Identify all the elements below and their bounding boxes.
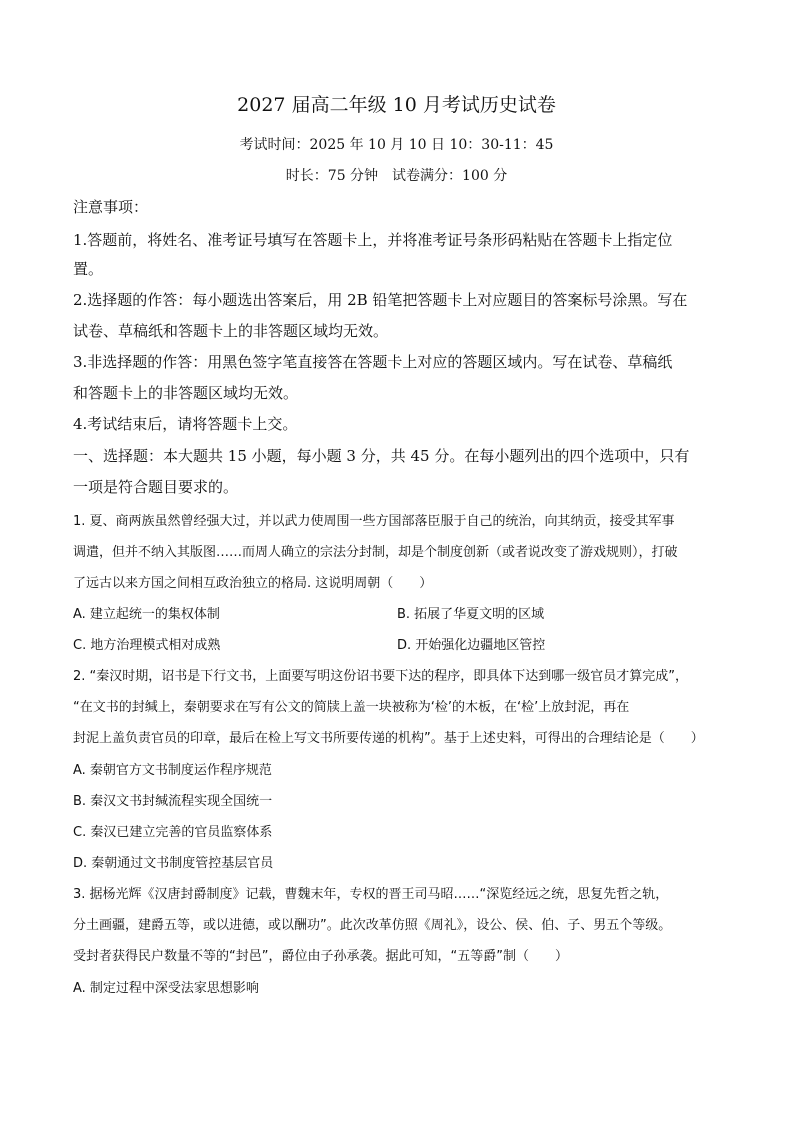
notes-heading: 注意事项： [73,198,149,216]
note-line: 2.选择题的作答：每小题选出答案后，用 2B 铅笔把答题卡上对应题目的答案标号涂黑。写在 [73,291,688,309]
q3-stem-line: 3. 据杨光辉《汉唐封爵制度》记载，曹魏末年，专权的晋王司马昭……“深览经远之统，思复先哲之轨， [73,887,669,902]
q3-stem-line: 受封者获得民户数量不等的“封邑”，爵位由子孙承袭。据此可知，“五等爵”制（ ） [73,949,568,964]
q1-option-a: A. 建立起统一的集权体制 [73,607,220,622]
note-line: 置。 [73,260,104,278]
q1-option-c: C. 地方治理模式相对成熟 [73,638,221,653]
note-line: 4.考试结束后，请将答题卡上交。 [73,415,298,433]
q1-stem-line: 了远古以来方国之间相互政治独立的格局. 这说明周朝（ ） [73,576,433,591]
q2-option-c: C. 秦汉已建立完善的官员监察体系 [73,825,273,840]
exam-time: 考试时间：2025 年 10 月 10 日 10：30-11：45 [239,137,554,153]
q2-stem-line: 2. “秦汉时期，诏书是下行文书，上面要写明这份诏书要下达的程序，即具体下达到哪一级官员才算完成”， [73,669,689,684]
q1-stem-line: 调遣，但并不纳入其版图……而周人确立的宗法分封制，却是个制度创新（或者说改变了游戏规则），打破 [73,545,678,560]
q3-option-a: A. 制定过程中深受法家思想影响 [73,981,259,996]
q1-option-b: B. 拓展了华夏文明的区域 [397,607,545,622]
q2-option-b: B. 秦汉文书封缄流程实现全国统一 [73,794,273,809]
q2-stem-line: “在文书的封缄上，秦朝要求在写有公文的简牍上盖一块被称为‘检’的木板，在‘检’上放封泥，再在 [73,700,630,715]
exam-title: 2027 届高二年级 10 月考试历史试卷 [237,94,556,116]
q2-stem-line: 封泥上盖负责官员的印章，最后在检上写文书所要传递的机构”。基于上述史料，可得出的合理结论是（ ） [73,731,704,746]
q1-stem-line: 1. 夏、商两族虽然曾经强大过，并以武力使周围一些方国部落臣服于自己的统治，向其纳贡，接受其军事 [73,514,675,529]
section-heading-cont: 一项是符合题目要求的。 [73,478,239,496]
note-line: 3.非选择题的作答：用黑色签字笔直接答在答题卡上对应的答题区域内。写在试卷、草稿纸 [73,353,673,371]
note-line: 1.答题前，将姓名、准考证号填写在答题卡上，并将准考证号条形码粘贴在答题卡上指定位 [73,231,673,249]
note-line: 试卷、草稿纸和答题卡上的非答题区域均无效。 [73,322,389,340]
q2-option-d: D. 秦朝通过文书制度管控基层官员 [73,856,274,871]
q1-option-d: D. 开始强化边疆地区管控 [397,638,546,653]
section-heading: 一、选择题：本大题共 15 小题，每小题 3 分，共 45 分。在每小题列出的四个选项中，只有 [73,447,690,465]
q2-option-a: A. 秦朝官方文书制度运作程序规范 [73,763,272,778]
note-line: 和答题卡上的非答题区域均无效。 [73,384,299,402]
q3-stem-line: 分土画疆，建爵五等，或以进德，或以酬功”。此次改革仿照《周礼》，设公、侯、伯、子、男五个等级。 [73,918,672,933]
exam-duration: 时长：75 分钟 试卷满分：100 分 [285,168,508,184]
